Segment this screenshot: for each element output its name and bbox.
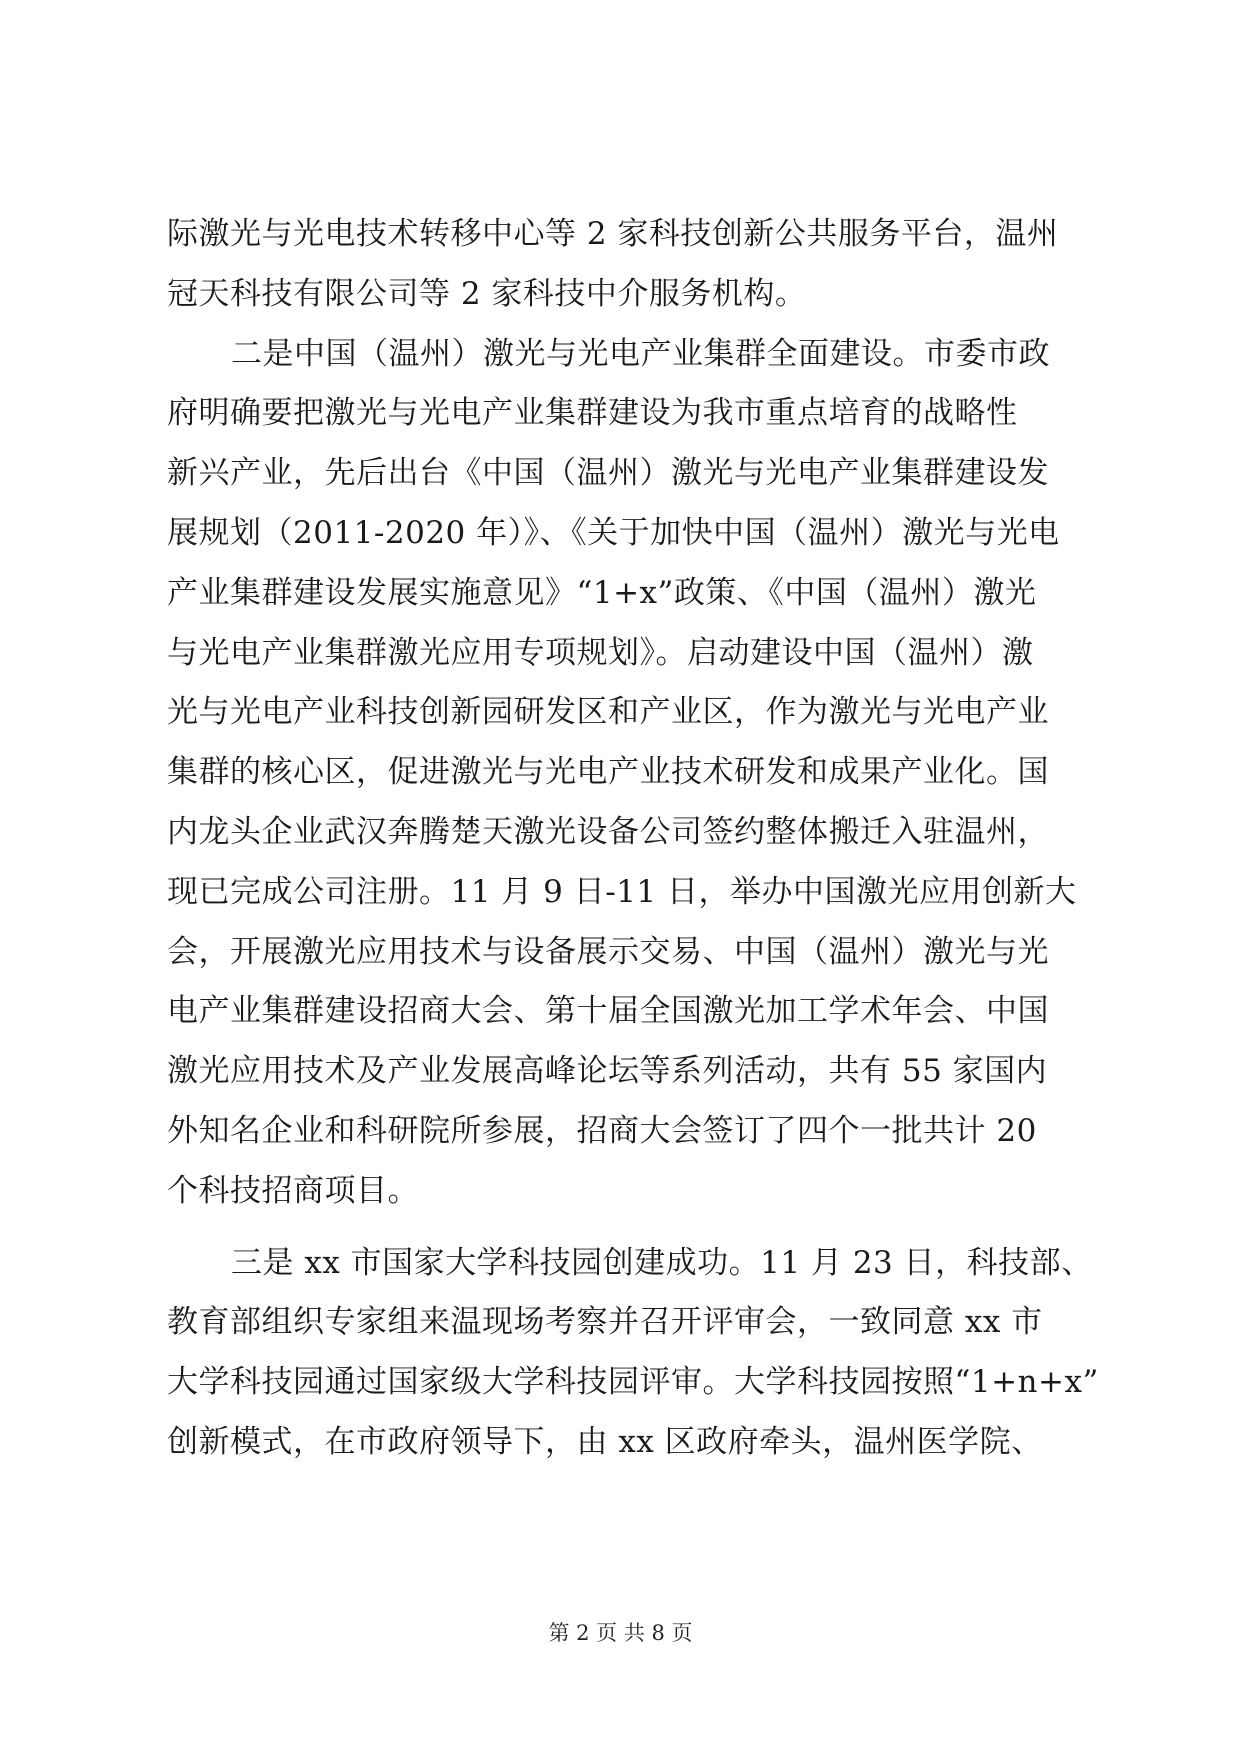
text-line: 会，开展激光应用技术与设备展示交易、中国（温州）激光与光 [167, 933, 1049, 970]
text-line: 外知名企业和科研院所参展，招商大会签订了四个一批共计 20 [167, 1112, 1037, 1149]
text-line: 与光电产业集群激光应用专项规划》。启动建设中国（温州）激 [167, 634, 1034, 671]
text-line: 电产业集群建设招商大会、第十届全国激光加工学术年会、中国 [167, 993, 1049, 1030]
text-line: 新兴产业，先后出台《中国（温州）激光与光电产业集群建设发 [167, 455, 1049, 492]
text-line: 三是 xx 市国家大学科技园创建成功。11 月 23 日，科技部、 [231, 1244, 1093, 1281]
text-line: 现已完成公司注册。11 月 9 日-11 日，举办中国激光应用创新大 [167, 873, 1077, 910]
text-line: 际激光与光电技术转移中心等 2 家科技创新公共服务平台，温州 [167, 216, 1059, 252]
text-line: 创新模式，在市政府领导下，由 xx 区政府牵头，温州医学院、 [167, 1423, 1043, 1460]
text-line: 二是中国（温州）激光与光电产业集群全面建设。市委市政 [231, 335, 1050, 372]
paragraph-1 [167, 205, 1087, 325]
text-line: 产业集群建设发展实施意见》“1+x”政策、《中国（温州）激光 [167, 574, 1037, 611]
text-line: 光与光电产业科技创新园研发区和产业区，作为激光与光电产业 [167, 694, 1049, 731]
paragraph-2 [167, 325, 1087, 1222]
text-line: 激光应用技术及产业发展高峰论坛等系列活动，共有 55 家国内 [167, 1053, 1048, 1090]
text-line: 集群的核心区，促进激光与光电产业技术研发和成果产业化。国 [167, 754, 1049, 791]
text-line: 冠天科技有限公司等 2 家科技中介服务机构。 [167, 275, 807, 312]
paragraph-spacer [167, 1222, 1087, 1234]
text-line: 府明确要把激光与光电产业集群建设为我市重点培育的战略性 [167, 395, 1018, 432]
text-line: 内龙头企业武汉奔腾楚天激光设备公司签约整体搬迁入驻温州， [167, 813, 1049, 850]
text-line: 展规划（2011-2020 年）》、《关于加快中国（温州）激光与光电 [167, 514, 1060, 551]
paragraph-3 [167, 1234, 1099, 1473]
text-line: 个科技招商项目。 [167, 1172, 419, 1209]
page-number-footer: 第 2 页 共 8 页 [548, 1621, 693, 1645]
text-line: 大学科技园通过国家级大学科技园评审。大学科技园按照“1+n+x” [167, 1364, 1099, 1401]
document-body [167, 205, 1099, 1473]
text-line: 教育部组织专家组来温现场考察并召开评审会，一致同意 xx 市 [167, 1304, 1043, 1341]
